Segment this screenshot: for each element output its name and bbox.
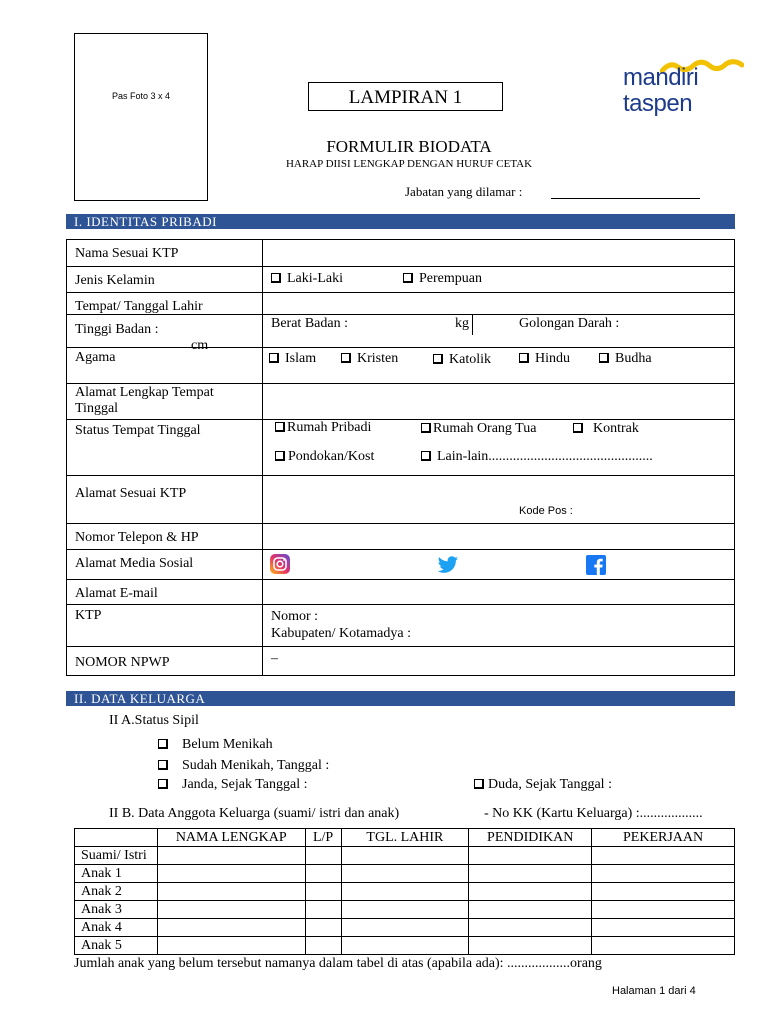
option-katolik[interactable]: Katolik: [433, 352, 491, 368]
field-nama[interactable]: [263, 240, 735, 267]
col-pendidikan: PENDIDIKAN: [469, 829, 592, 847]
section-keluarga-header: II. DATA KELUARGA: [66, 691, 735, 706]
checkbox-icon[interactable]: [573, 423, 583, 433]
instagram-icon[interactable]: [270, 554, 290, 574]
label-status-tempat-tinggal: Status Tempat Tinggal: [75, 423, 201, 438]
jabatan-label: Jabatan yang dilamar :: [405, 184, 523, 199]
checkbox-icon[interactable]: [271, 273, 281, 283]
option-perempuan[interactable]: Perempuan: [403, 271, 482, 287]
label-kg: kg: [455, 316, 469, 331]
label-npwp: NOMOR NPWP: [75, 655, 170, 670]
checkbox-icon[interactable]: [519, 353, 529, 363]
label-agama: Agama: [75, 350, 116, 365]
label-nomor-ktp: Nomor :: [271, 609, 319, 624]
label-email: Alamat E-mail: [75, 586, 158, 601]
checkbox-icon[interactable]: [158, 779, 168, 789]
table-row: Anak 2: [75, 883, 735, 901]
family-table: [74, 828, 735, 955]
photo-box: [74, 33, 208, 201]
label-ttl: Tempat/ Tanggal Lahir: [75, 299, 203, 314]
field-email[interactable]: [263, 580, 735, 605]
checkbox-icon[interactable]: [269, 353, 279, 363]
label-kode-pos: Kode Pos :: [519, 505, 573, 517]
field-ttl[interactable]: [263, 293, 735, 315]
checkbox-icon[interactable]: [433, 354, 443, 364]
facebook-icon[interactable]: [586, 555, 606, 575]
checkbox-icon[interactable]: [421, 451, 431, 461]
anggota-keluarga-label: II B. Data Anggota Keluarga (suami/ istri dan anak): [109, 806, 400, 821]
checkbox-icon[interactable]: [158, 760, 168, 770]
jabatan-input-line[interactable]: [551, 198, 700, 199]
photo-label: Pas Foto 3 x 4: [111, 91, 171, 101]
label-golongan-darah: Golongan Darah :: [519, 316, 620, 331]
checkbox-icon[interactable]: [421, 423, 431, 433]
checkbox-icon[interactable]: [275, 451, 285, 461]
label-alamat-tinggal: Alamat Lengkap Tempat Tinggal: [75, 385, 214, 416]
option-kontrak[interactable]: Kontrak: [573, 421, 639, 437]
option-rumah-pribadi[interactable]: Rumah Pribadi: [275, 420, 371, 436]
label-tinggi-badan: Tinggi Badan :: [75, 322, 159, 337]
option-duda[interactable]: Duda, Sejak Tanggal :: [474, 777, 612, 793]
col-tgl-lahir: TGL. LAHIR: [341, 829, 469, 847]
label-kabupaten: Kabupaten/ Kotamadya :: [271, 626, 411, 641]
label-jenis-kelamin: Jenis Kelamin: [75, 273, 155, 288]
label-berat-badan: Berat Badan :: [271, 316, 348, 331]
table-row: Suami/ Istri: [75, 847, 735, 865]
label-alamat-ktp: Alamat Sesuai KTP: [75, 486, 187, 501]
field-alamat-ktp[interactable]: [263, 476, 735, 524]
option-lain-lain[interactable]: Lain-lain...............................................: [421, 449, 653, 465]
label-ktp: KTP: [75, 608, 102, 623]
table-row: Anak 5: [75, 937, 735, 955]
col-nama-lengkap: NAMA LENGKAP: [157, 829, 305, 847]
label-cm: cm: [191, 338, 209, 353]
field-alamat-tinggal[interactable]: [263, 384, 735, 420]
option-rumah-orang-tua[interactable]: Rumah Orang Tua: [421, 421, 536, 437]
form-subtitle: HARAP DIISI LENGKAP DENGAN HURUF CETAK: [285, 158, 533, 170]
option-pondokan-kost[interactable]: Pondokan/Kost: [275, 449, 374, 465]
divider: [472, 315, 473, 335]
option-budha[interactable]: Budha: [599, 351, 652, 367]
option-janda[interactable]: Janda, Sejak Tanggal :: [158, 777, 308, 793]
checkbox-icon[interactable]: [403, 273, 413, 283]
col-pekerjaan: PEKERJAAN: [592, 829, 735, 847]
jumlah-anak-text: Jumlah anak yang belum tersebut namanya dalam tabel di atas (apabila ada): ..................orang: [74, 956, 602, 971]
option-sudah-menikah[interactable]: Sudah Menikah, Tanggal :: [158, 758, 329, 774]
col-lp: L/P: [305, 829, 341, 847]
option-belum-menikah[interactable]: Belum Menikah: [158, 737, 273, 753]
field-npwp[interactable]: [263, 647, 735, 676]
option-islam[interactable]: Islam: [269, 351, 316, 367]
checkbox-icon[interactable]: [275, 422, 285, 432]
section-identitas-header: I. IDENTITAS PRIBADI: [66, 214, 735, 229]
option-kristen[interactable]: Kristen: [341, 351, 398, 367]
checkbox-icon[interactable]: [599, 353, 609, 363]
lampiran-box: LAMPIRAN 1: [308, 82, 503, 111]
form-title: FORMULIR BIODATA: [326, 137, 492, 156]
checkbox-icon[interactable]: [158, 739, 168, 749]
option-hindu[interactable]: Hindu: [519, 351, 570, 367]
label-media-sosial: Alamat Media Sosial: [75, 556, 194, 571]
logo-mandiri: mandiri: [623, 64, 699, 91]
table-header-row: [75, 829, 735, 847]
no-kk-label: - No KK (Kartu Keluarga) :..................: [484, 806, 703, 821]
npwp-value: –: [271, 651, 278, 666]
page-footer: Halaman 1 dari 4: [612, 985, 696, 997]
twitter-icon[interactable]: [437, 556, 459, 574]
checkbox-icon[interactable]: [341, 353, 351, 363]
option-laki-laki[interactable]: Laki-Laki: [271, 271, 343, 287]
identity-table: [66, 239, 735, 676]
field-telepon[interactable]: [263, 524, 735, 550]
status-sipil-label: II A.Status Sipil: [109, 713, 199, 728]
table-row: Anak 1: [75, 865, 735, 883]
table-row: Anak 3: [75, 901, 735, 919]
label-telepon: Nomor Telepon & HP: [75, 530, 199, 545]
checkbox-icon[interactable]: [474, 779, 484, 789]
label-nama: Nama Sesuai KTP: [75, 246, 179, 261]
table-row: Anak 4: [75, 919, 735, 937]
logo-taspen: taspen: [623, 90, 693, 117]
